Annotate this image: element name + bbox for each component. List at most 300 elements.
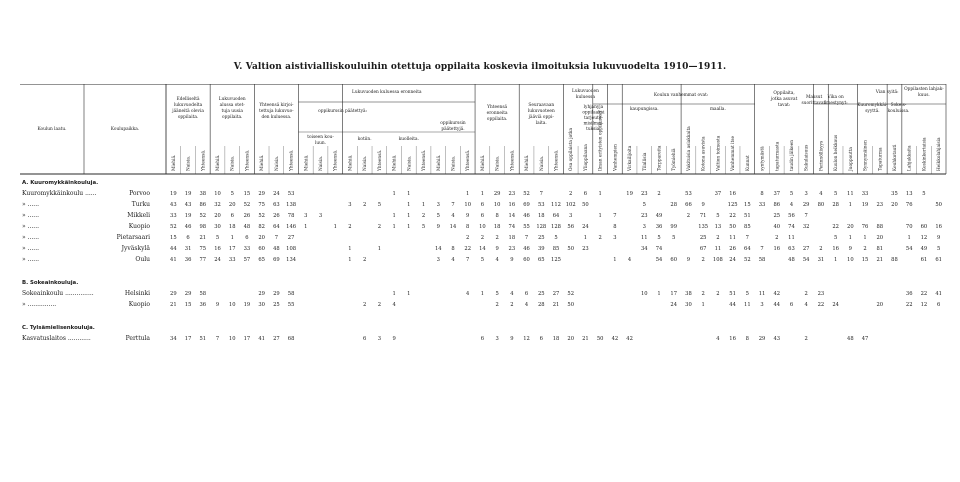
table-body — [22, 180, 942, 342]
table-cell: 57 — [243, 257, 251, 263]
table-cell: 20 — [214, 213, 221, 219]
header-seuraavaan: jääviä oppi- — [528, 115, 554, 120]
statistics-table — [20, 84, 948, 482]
table-cell: 29 — [758, 336, 766, 342]
table-cell: 41 — [258, 336, 265, 342]
table-cell: 15 — [184, 302, 192, 308]
header-yhteensa-kirjoitettuja: Yhteensä kirjoi- — [259, 103, 294, 108]
table-cell: 20 — [228, 202, 236, 208]
table-cell: 48 — [243, 224, 251, 230]
table-cell: 85 — [552, 246, 560, 252]
table-cell: 1 — [392, 291, 396, 297]
table-cell: 10 — [464, 202, 472, 208]
header-rotated-label: Lahjakkaita — [907, 145, 913, 171]
header-column-label: Yhteensä. — [377, 149, 383, 171]
table-cell: 66 — [685, 202, 692, 208]
table-cell: 26 — [243, 213, 251, 219]
table-cell: 12 — [523, 336, 530, 342]
table-cell: 43 — [184, 202, 192, 208]
table-cell: 4 — [392, 302, 396, 308]
table-cell: 11 — [788, 235, 795, 241]
row-school-label: » ...... — [22, 201, 40, 208]
header-koulun-laatu: Koulun laatu. — [37, 127, 67, 132]
table-cell: 53 — [685, 191, 692, 197]
table-cell: 1 — [304, 224, 308, 230]
header-yhteensa-kirjoitettuja: den kuluessa. — [261, 115, 292, 120]
table-cell: 37 — [773, 191, 781, 197]
header-kuuromykkaisyys: Kuuromykkäi- — [857, 103, 888, 108]
table-cell: 22 — [832, 224, 839, 230]
table-cell: 19 — [626, 191, 633, 197]
table-cell: 3 — [569, 213, 573, 219]
header-column-label: Yhteensä. — [289, 149, 295, 171]
table-cell: 6 — [245, 235, 249, 241]
table-cell: 6 — [480, 213, 485, 219]
table-cell: 2 — [819, 246, 823, 252]
table-cell: 22 — [817, 302, 825, 308]
table-cell: 18 — [493, 224, 501, 230]
table-cell: 49 — [655, 213, 663, 219]
table-cell: 70 — [905, 224, 913, 230]
table-cell: 6 — [186, 235, 190, 241]
table-cell: 34 — [170, 336, 177, 342]
table-cell: 88 — [876, 224, 884, 230]
table-cell: 58 — [758, 257, 766, 263]
header-koulupaikka: Koulupaikka. — [110, 127, 140, 132]
table-cell: 30 — [685, 302, 692, 308]
header-rotated-label: Ylioppilaana — [583, 144, 589, 171]
table-cell: 4 — [451, 213, 455, 219]
table-cell: 49 — [920, 246, 928, 252]
table-cell: 4 — [627, 257, 632, 263]
table-cell: 9 — [510, 257, 514, 263]
table-cell: 6 — [363, 336, 367, 342]
header-column-label: Miehiä. — [304, 154, 310, 171]
table-cell: 4 — [716, 336, 720, 342]
table-cell: 5 — [436, 213, 440, 219]
row-city-label: Kuopio — [128, 223, 150, 230]
table-cell: 41 — [935, 291, 942, 297]
table-cell: 1 — [598, 191, 602, 197]
table-cell: 6 — [524, 291, 529, 297]
table-cell: 65 — [258, 257, 265, 263]
header-column-label: Naisia. — [539, 155, 545, 171]
table-cell: 15 — [744, 202, 751, 208]
header-column-label: Naisia. — [451, 155, 457, 171]
table-cell: 81 — [876, 246, 884, 252]
table-cell: 9 — [436, 224, 440, 230]
table-cell: 108 — [712, 257, 723, 263]
table-cell: 69 — [523, 202, 530, 208]
row-school-label: » ............... — [22, 301, 57, 308]
table-cell: 2 — [716, 235, 720, 241]
table-cell: 10 — [493, 202, 501, 208]
table-cell: 50 — [567, 246, 575, 252]
table-cell: 138 — [286, 202, 297, 208]
table-cell: 71 — [699, 213, 707, 219]
header-yhteensa-eronneita: Yhteensä — [487, 105, 508, 110]
header-rotated-label: tapaturmasta — [775, 141, 781, 171]
header-seuraavaan: lukuvuoteen — [527, 109, 555, 114]
header-maksut: Maksut — [805, 95, 823, 100]
table-cell: 9 — [392, 336, 396, 342]
header-vika-on: Vika on — [827, 95, 844, 100]
table-cell: 2 — [377, 224, 382, 230]
table-cell: 24 — [273, 191, 280, 197]
table-cell: 64 — [744, 246, 751, 252]
table-cell: 9 — [215, 302, 220, 308]
table-cell: 23 — [817, 291, 825, 297]
table-cell: 8 — [760, 191, 764, 197]
header-column-label: Miehiä. — [171, 154, 177, 171]
header-rotated-label: Tilallisia — [642, 152, 648, 171]
table-cell: 2 — [421, 213, 426, 219]
table-cell: 2 — [495, 235, 499, 241]
table-cell: 58 — [199, 291, 207, 297]
table-cell: 1 — [480, 191, 485, 197]
header-koulun-vanhemmat: Koulun vanhemmat ovat: — [653, 93, 709, 98]
table-cell: 11 — [758, 291, 766, 297]
table-cell: 2 — [701, 257, 705, 263]
row-school-label: » ...... — [22, 256, 40, 263]
table-cell: 2 — [657, 191, 661, 197]
table-cell: 52 — [523, 191, 530, 197]
table-cell: 23 — [640, 213, 648, 219]
table-cell: 1 — [848, 202, 852, 208]
table-cell: 7 — [539, 191, 543, 197]
header-column-label: Miehiä. — [348, 154, 354, 171]
table-cell: 54 — [905, 246, 913, 252]
header-column-label: Yhteensä. — [422, 149, 428, 171]
table-cell: 21 — [582, 336, 589, 342]
table-cell: 2 — [363, 257, 367, 263]
table-cell: 50 — [596, 336, 604, 342]
table-cell: 19 — [243, 302, 251, 308]
table-cell: 24 — [214, 257, 221, 263]
row-school-label: Sokeainkoulu ............... — [22, 290, 94, 297]
header-oppikurssin-paatettyja: päätettyjä. — [441, 127, 465, 132]
table-cell: 17 — [184, 336, 192, 342]
table-cell: 33 — [758, 202, 766, 208]
table-cell: 2 — [775, 235, 779, 241]
table-cell: 6 — [480, 336, 485, 342]
table-cell: 1 — [583, 235, 588, 241]
table-cell: 30 — [214, 224, 221, 230]
header-rotated-label: Vakituisia asiakkaita — [686, 126, 692, 171]
header-yhteensa-eronneita: eronneita — [486, 111, 508, 116]
header-oppikurssin-paatettyja: oppikurssin — [440, 121, 466, 126]
table-cell: 1 — [392, 191, 396, 197]
header-oppikurssin-paatettya: oppikurssin päätettyä: — [318, 109, 368, 114]
table-cell: 44 — [729, 302, 736, 308]
header-rotated-label: Sukulaisuus — [804, 144, 810, 171]
table-cell: 56 — [788, 213, 795, 219]
header-column-label: Yhteensä. — [245, 149, 251, 171]
table-cell: 63 — [273, 202, 280, 208]
table-cell: 63 — [788, 246, 795, 252]
row-city-label: Jyväskylä — [121, 245, 150, 252]
table-cell: 112 — [551, 202, 561, 208]
table-cell: 50 — [935, 202, 942, 208]
table-cell: 4 — [451, 257, 455, 263]
header-rotated-label: Torppareita — [657, 145, 663, 171]
header-lukuvuoden-alussa: Lukuvuoden — [218, 97, 246, 102]
table-cell: 33 — [861, 191, 869, 197]
header-rotated-label: Heikkolahjaisia — [937, 137, 943, 171]
header-column-label: Naisia. — [495, 155, 501, 171]
header-rotated-label: Vanhempien — [613, 144, 619, 171]
table-cell: 146 — [286, 224, 297, 230]
table-cell: 46 — [523, 213, 530, 219]
table-cell: 10 — [228, 336, 236, 342]
table-cell: 6 — [936, 302, 941, 308]
table-cell: 3 — [613, 235, 617, 241]
header-lyhjanyja: misilmoi- — [583, 121, 604, 127]
table-cell: 15 — [170, 235, 177, 241]
table-cell: 52 — [567, 291, 575, 297]
table-cell: 74 — [788, 224, 795, 230]
table-cell: 24 — [729, 257, 736, 263]
table-cell: 10 — [228, 302, 236, 308]
table-cell: 12 — [920, 235, 928, 241]
header-rotated-label: Valtion toimesta — [716, 135, 722, 171]
table-cell: 27 — [273, 336, 280, 342]
header-rotated-label: Vanhemmat itse — [731, 135, 737, 171]
table-cell: 5 — [554, 235, 558, 241]
table-cell: 5 — [789, 191, 794, 197]
table-cell: 1 — [333, 224, 337, 230]
table-cell: 29 — [802, 202, 810, 208]
table-cell: 5 — [833, 191, 838, 197]
table-cell: 1 — [392, 213, 396, 219]
table-cell: 32 — [214, 202, 221, 208]
table-cell: 20 — [258, 235, 265, 241]
table-cell: 21 — [170, 302, 177, 308]
table-cell: 7 — [466, 257, 470, 263]
header-toiseen-kouluun: luun. — [315, 141, 327, 146]
table-cell: 11 — [744, 302, 751, 308]
table-cell: 10 — [479, 224, 486, 230]
header-kaupungissa: kaupungissa. — [629, 107, 659, 112]
table-cell: 98 — [199, 224, 207, 230]
table-cell: 69 — [273, 257, 280, 263]
table-cell: 16 — [832, 246, 839, 252]
table-cell: 4 — [819, 191, 823, 197]
table-cell: 26 — [729, 246, 736, 252]
table-cell: 23 — [508, 191, 516, 197]
table-cell: 2 — [686, 213, 691, 219]
table-cell: 1 — [848, 235, 852, 241]
table-cell: 52 — [170, 224, 177, 230]
table-cell: 61 — [935, 257, 942, 263]
header-oppilasten-lahjakkuus: kuus. — [918, 93, 930, 98]
table-cell: 2 — [569, 191, 573, 197]
table-cell: 8 — [495, 213, 499, 219]
table-cell: 52 — [744, 257, 751, 263]
table-cell: 2 — [598, 235, 602, 241]
table-cell: 22 — [920, 291, 928, 297]
table-cell: 1 — [392, 224, 396, 230]
table-cell: 3 — [436, 257, 440, 263]
row-city-label: Turku — [131, 201, 150, 208]
row-school-label: Kuuromykkäinkoulu ...... — [22, 190, 97, 197]
table-cell: 4 — [804, 302, 808, 308]
table-cell: 22 — [905, 302, 913, 308]
table-cell: 8 — [613, 224, 617, 230]
header-rotated-label: Kotona asuvista — [701, 136, 707, 171]
section-heading: B. Sokeainkouluja. — [22, 280, 79, 286]
table-cell: 47 — [861, 336, 869, 342]
table-cell: 43 — [170, 202, 177, 208]
table-cell: 26 — [273, 213, 280, 219]
header-edelliselta: Edelliseltä — [176, 97, 200, 102]
row-city-label: Mikkeli — [127, 212, 150, 219]
row-school-label: » ...... — [22, 245, 40, 252]
table-cell: 6 — [789, 302, 794, 308]
header-column-label: Naisia. — [407, 155, 413, 171]
table-cell: 2 — [466, 235, 470, 241]
table-cell: 1 — [407, 202, 411, 208]
table-cell: 28 — [832, 202, 839, 208]
table-cell: 4 — [789, 202, 794, 208]
table-cell: 77 — [199, 257, 207, 263]
table-cell: 44 — [170, 246, 177, 252]
table-cell: 18 — [228, 224, 236, 230]
table-cell: 16 — [214, 246, 221, 252]
table-cell: 8 — [451, 246, 455, 252]
table-cell: 54 — [655, 257, 663, 263]
section-heading: A. Kuuromykkäinkouluja. — [22, 180, 99, 186]
table-cell: 44 — [773, 302, 781, 308]
header-lukuvuoden-kuluessa: Lukuvuoden — [572, 89, 599, 94]
table-cell: 11 — [729, 235, 736, 241]
table-cell: 30 — [258, 302, 265, 308]
table-cell: 88 — [891, 257, 898, 263]
header-lukuvuoden-alussa: tuja uusia — [221, 109, 243, 114]
table-cell: 9 — [848, 246, 852, 252]
row-city-label: Porvoo — [129, 190, 150, 197]
table-cell: 3 — [495, 336, 499, 342]
table-cell: 64 — [552, 213, 560, 219]
table-cell: 29 — [258, 191, 265, 197]
table-cell: 1 — [348, 257, 352, 263]
section-heading: C. Tylsämielisenkouluja. — [22, 325, 95, 331]
table-cell: 74 — [655, 246, 663, 252]
table-cell: 2 — [716, 291, 720, 297]
header-lukuvuoden-alussa: oppilaita. — [222, 115, 243, 120]
table-cell: 50 — [567, 302, 575, 308]
table-cell: 5 — [377, 202, 382, 208]
header-edelliselta: jääneitä olevia — [172, 109, 204, 114]
table-cell: 60 — [523, 257, 530, 263]
table-cell: 7 — [613, 213, 617, 219]
table-cell: 12 — [920, 302, 928, 308]
row-city-label: Helsinki — [124, 290, 150, 297]
table-cell: 3 — [760, 302, 764, 308]
table-cell: 5 — [230, 191, 234, 197]
table-cell: 13 — [714, 224, 722, 230]
table-cell: 5 — [936, 246, 941, 252]
header-column-label: Miehiä. — [436, 154, 442, 171]
table-cell: 29 — [170, 291, 177, 297]
table-cell: 17 — [670, 291, 678, 297]
table-cell: 9 — [510, 336, 514, 342]
table-cell: 17 — [228, 246, 236, 252]
table-cell: 46 — [184, 224, 192, 230]
row-city-label: Kuopio — [128, 301, 150, 308]
table-cell: 2 — [863, 246, 867, 252]
table-cell: 16 — [729, 336, 736, 342]
header-column-label: Miehiä. — [260, 154, 266, 171]
table-cell: 1 — [701, 302, 705, 308]
table-cell: 39 — [537, 246, 545, 252]
table-cell: 20 — [567, 336, 575, 342]
table-cell: 1 — [348, 246, 352, 252]
table-cell: 4 — [466, 291, 470, 297]
header-rotated-label: Osa oppilaista jotka — [569, 127, 575, 171]
header-column-label: Miehiä. — [525, 154, 531, 171]
table-cell: 27 — [552, 291, 560, 297]
table-cell: 33 — [170, 213, 177, 219]
table-cell: 27 — [287, 235, 295, 241]
table-cell: 4 — [524, 302, 529, 308]
table-cell: 3 — [436, 202, 440, 208]
header-rotated-label: Keuhkotauti — [892, 144, 898, 171]
table-cell: 75 — [258, 202, 265, 208]
table-cell: 125 — [727, 202, 738, 208]
table-cell: 20 — [876, 235, 884, 241]
header-rotated-label: Ilman erityisten oppikurssit — [598, 110, 604, 171]
header-column-label: Naisia. — [186, 155, 192, 171]
table-cell: 9 — [466, 213, 470, 219]
table-cell: 22 — [729, 213, 736, 219]
table-cell: 52 — [258, 213, 265, 219]
table-cell: 65 — [537, 257, 545, 263]
table-cell: 2 — [480, 235, 485, 241]
table-cell: 19 — [184, 213, 192, 219]
table-cell: 7 — [524, 235, 529, 241]
table-cell: 9 — [686, 257, 691, 263]
table-cell: 23 — [640, 191, 648, 197]
table-cell: 34 — [640, 246, 648, 252]
table-cell: 1 — [863, 235, 867, 241]
table-cell: 33 — [243, 246, 251, 252]
table-cell: 7 — [274, 235, 279, 241]
header-rotated-label: Tapaturma — [878, 147, 884, 171]
header-column-label: Yhteensä. — [333, 149, 339, 171]
table-cell: 51 — [729, 291, 736, 297]
table-cell: 25 — [273, 302, 280, 308]
table-cell: 20 — [891, 202, 898, 208]
table-cell: 108 — [286, 246, 297, 252]
table-cell: 20 — [847, 224, 854, 230]
table-cell: 50 — [582, 202, 589, 208]
table-header — [37, 87, 944, 172]
table-cell: 125 — [551, 257, 561, 263]
table-cell: 51 — [199, 336, 207, 342]
table-cell: 24 — [670, 302, 678, 308]
header-lyhjanyja: oppilaaksi — [582, 110, 605, 116]
table-cell: 5 — [716, 213, 720, 219]
header-vian-syista: Vian syitä: — [875, 90, 899, 95]
table-cell: 135 — [698, 224, 709, 230]
header-rotated-label: Kuulon heikkous — [834, 134, 840, 171]
table-cell: 2 — [701, 291, 705, 297]
table-cell: 3 — [642, 224, 646, 230]
table-cell: 53 — [287, 191, 295, 197]
table-cell: 18 — [508, 235, 516, 241]
table-cell: 1 — [407, 291, 411, 297]
